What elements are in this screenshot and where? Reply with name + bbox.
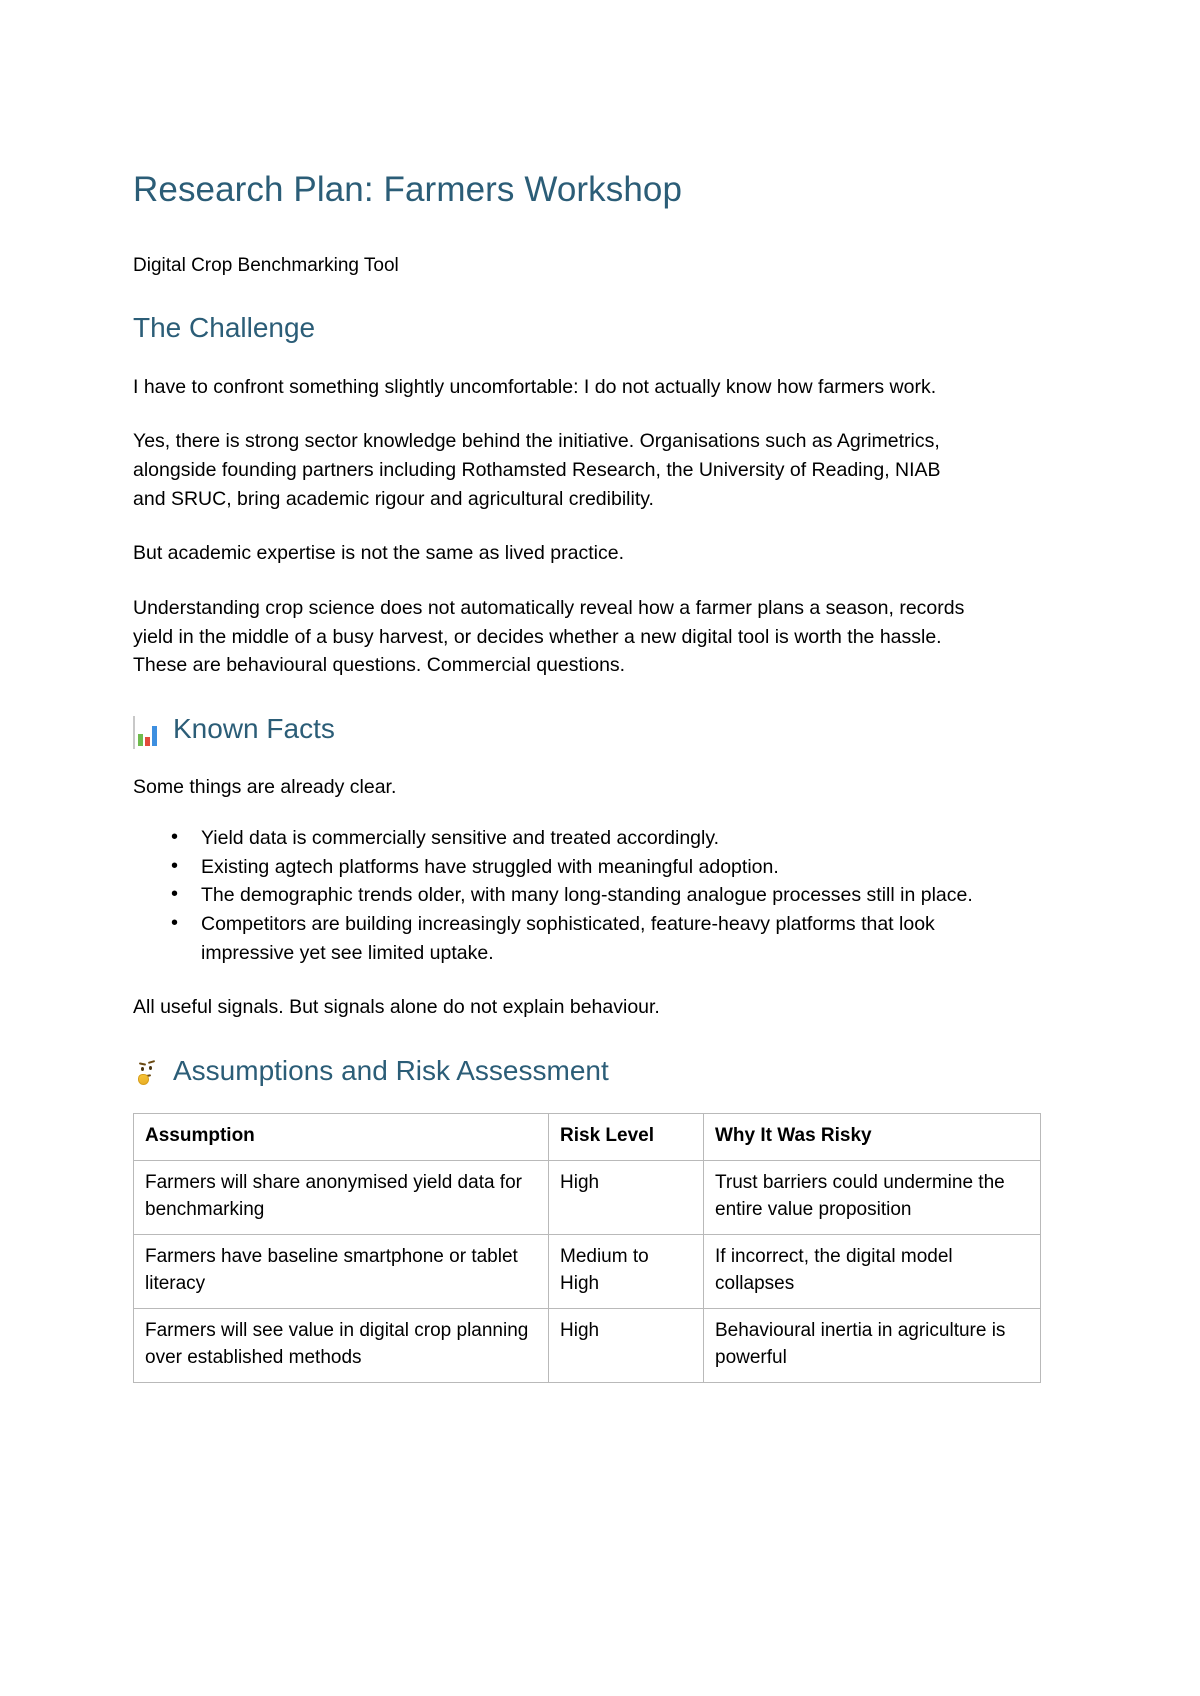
cell-risk-level: Medium to High bbox=[549, 1235, 704, 1309]
cell-assumption: Farmers have baseline smartphone or tablet literacy bbox=[134, 1235, 549, 1309]
cell-why-risky: Trust barriers could undermine the entire value proposition bbox=[704, 1161, 1041, 1235]
table-row bbox=[134, 1309, 1041, 1383]
list-item: • Yield data is commercially sensitive and treated accordingly. bbox=[201, 824, 975, 853]
table-row bbox=[134, 1161, 1041, 1235]
known-facts-outro: All useful signals. But signals alone do not explain behaviour. bbox=[133, 996, 660, 1019]
known-facts-intro: Some things are already clear. bbox=[133, 776, 397, 799]
column-header-assumption: Assumption bbox=[134, 1114, 549, 1161]
section-heading-challenge-label: The Challenge bbox=[133, 312, 316, 344]
table-header-row bbox=[134, 1114, 1041, 1161]
list-item: • Existing agtech platforms have struggled with meaningful adoption. bbox=[201, 853, 975, 882]
challenge-paragraph-3: But academic expertise is not the same as lived practice. bbox=[133, 542, 624, 565]
cell-risk-level: High bbox=[549, 1309, 704, 1383]
cell-risk-level: High bbox=[549, 1161, 704, 1235]
document-content bbox=[133, 0, 1006, 1383]
challenge-paragraph-2: Yes, there is strong sector knowledge behind the initiative. Organisations such as Agrimetrics, alongside founding partners including Rothamsted Research, the University of Reading, NIAB and SRUC, bring academic rigour and agricultural credibility. bbox=[133, 430, 941, 510]
thinking-face-icon bbox=[133, 1057, 163, 1087]
risk-assessment-table bbox=[133, 1113, 1041, 1383]
challenge-paragraph-4: Understanding crop science does not automatically reveal how a farmer plans a season, records yield in the middle of a busy harvest, or decides whether a new digital tool is worth the hassle. These are behavioural questions. Commercial questions. bbox=[133, 596, 965, 677]
section-heading-known-facts-label: Known Facts bbox=[173, 712, 335, 744]
known-facts-list bbox=[133, 802, 975, 967]
bar-chart-icon bbox=[133, 715, 163, 745]
cell-assumption: Farmers will share anonymised yield data for benchmarking bbox=[134, 1161, 549, 1235]
section-heading-known-facts bbox=[133, 680, 975, 747]
list-item: • The demographic trends older, with many long-standing analogue processes still in place. bbox=[201, 881, 975, 910]
page-title: Research Plan: Farmers Workshop bbox=[133, 170, 683, 209]
challenge-paragraph-1: I have to confront something slightly uncomfortable: I do not actually know how farmers work. bbox=[133, 375, 937, 398]
section-heading-assumptions-label: Assumptions and Risk Assessment bbox=[173, 1054, 609, 1086]
cell-assumption: Farmers will see value in digital crop planning over established methods bbox=[134, 1309, 549, 1383]
column-header-risk-level: Risk Level bbox=[549, 1114, 704, 1161]
document-subtitle: Digital Crop Benchmarking Tool bbox=[133, 254, 399, 276]
table-row bbox=[134, 1235, 1041, 1309]
cell-why-risky: If incorrect, the digital model collapses bbox=[704, 1235, 1041, 1309]
column-header-why-it-was-risky: Why It Was Risky bbox=[704, 1114, 1041, 1161]
cell-why-risky: Behavioural inertia in agriculture is powerful bbox=[704, 1309, 1041, 1383]
section-heading-assumptions bbox=[133, 1022, 975, 1089]
section-heading-challenge bbox=[133, 279, 975, 346]
list-item: • Competitors are building increasingly sophisticated, feature-heavy platforms that look impressive yet see limited uptake. bbox=[201, 910, 975, 967]
